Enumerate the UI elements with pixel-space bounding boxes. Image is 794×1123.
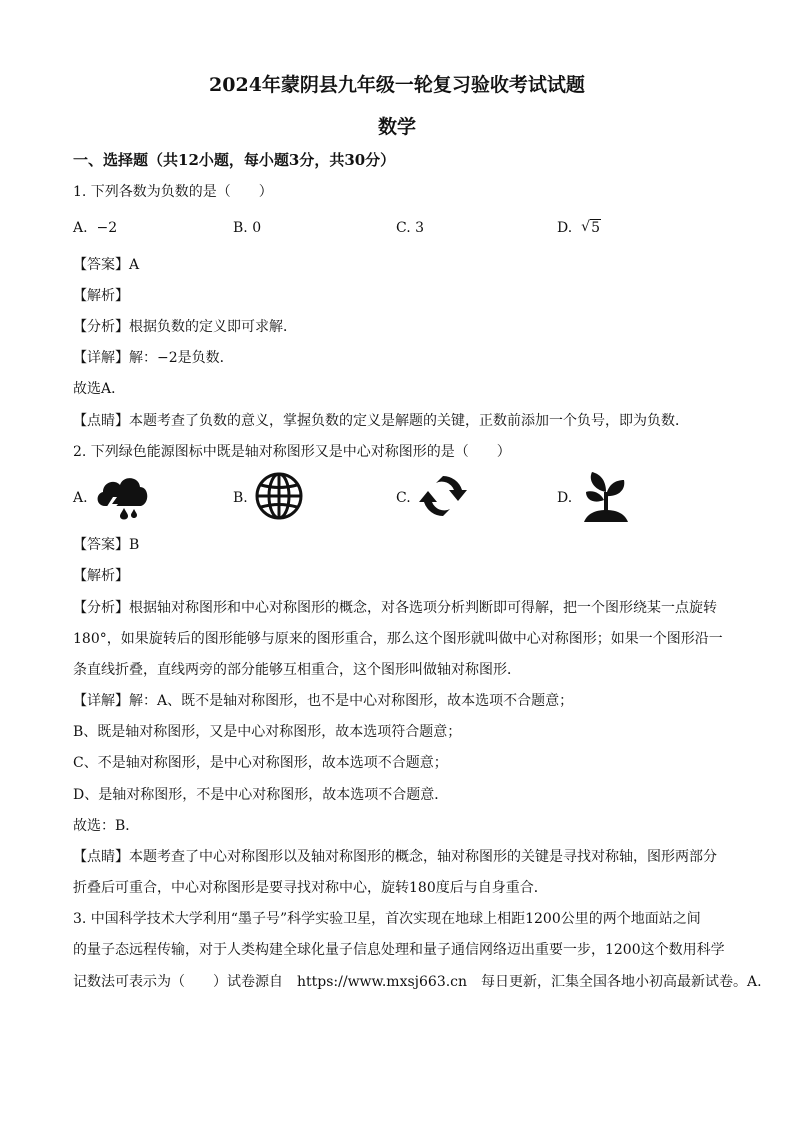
q2-option-d-label: D.	[557, 490, 573, 506]
globe-icon	[254, 471, 304, 521]
q2-comment-2: 折叠后可重合，中心对称图形是要寻找对称中心，旋转180度后与自身重合．	[73, 880, 548, 896]
recycle-arrows-icon	[416, 470, 470, 522]
q1-stem: 1. 下列各数为负数的是（ ）	[73, 184, 273, 200]
section-heading: 一、选择题（共12小题，每小题3分，共30分）	[73, 151, 396, 169]
q1-option-b: B. 0	[233, 220, 262, 236]
q1-option-d: D. √ 5	[557, 219, 601, 236]
q2-fenxi-1: 【分析】根据轴对称图形和中心对称图形的概念，对各选项分析判断即可得解，把一个图形绕某一点旋转	[73, 600, 717, 616]
q1-option-c: C. 3	[396, 220, 425, 236]
q1-analysis: 【解析】	[73, 288, 129, 304]
q1-option-a: A. −2	[73, 220, 118, 236]
q2-detail-4: D、是轴对称图形，不是中心对称图形，故本选项不合题意．	[73, 787, 449, 803]
q3-line-3: 记数法可表示为（ ）试卷源自 https://www.mxsj663.cn 每日更新，汇集全国各地小初高最新试卷。A.	[73, 974, 762, 990]
cloud-rain-icon	[93, 470, 151, 522]
q2-detail-1: 【详解】解：A、既不是轴对称图形，也不是中心对称图形，故本选项不合题意；	[73, 693, 574, 709]
q1-comment: 【点睛】本题考查了负数的意义，掌握负数的定义是解题的关键，正数前添加一个负号，即为负数．	[73, 413, 689, 429]
q2-option-c-label: C.	[396, 490, 411, 506]
q2-stem: 2. 下列绿色能源图标中既是轴对称图形又是中心对称图形的是（ ）	[73, 444, 511, 460]
q1-answer: 【答案】A	[73, 257, 140, 273]
exam-title: 2024年蒙阴县九年级一轮复习验收考试试题	[209, 74, 585, 96]
q2-fenxi-2: 180°，如果旋转后的图形能够与原来的图形重合，那么这个图形就叫做中心对称图形；如果一个图形沿一	[73, 631, 723, 647]
q1-choose: 故选A．	[73, 381, 126, 397]
q1-detail: 【详解】解：−2是负数．	[73, 350, 234, 366]
sprout-icon	[580, 470, 632, 524]
q2-detail-2: B、既是轴对称图形，又是中心对称图形，故本选项符合题意；	[73, 724, 462, 740]
sqrt-expression: √ 5	[581, 219, 601, 236]
q3-line-1: 3. 中国科学技术大学利用“墨子号”科学实验卫星，首次实现在地球上相距1200公里的两个地面站之间	[73, 911, 701, 927]
q2-analysis: 【解析】	[73, 568, 129, 584]
q2-comment-1: 【点睛】本题考查了中心对称图形以及轴对称图形的概念，轴对称图形的关键是寻找对称轴，图形两部分	[73, 849, 717, 865]
q2-detail-3: C、不是轴对称图形，是中心对称图形，故本选项不合题意；	[73, 755, 448, 771]
q3-line-2: 的量子态远程传输，对于人类构建全球化量子信息处理和量子通信网络迈出重要一步，1200这个数用科学	[73, 942, 725, 958]
q2-answer: 【答案】B	[73, 537, 140, 553]
q2-option-a-label: A.	[73, 490, 88, 506]
q1-fenxi: 【分析】根据负数的定义即可求解．	[73, 319, 297, 335]
q2-choose: 故选：B．	[73, 818, 140, 834]
subject-title: 数学	[377, 116, 416, 138]
q2-option-b-label: B.	[233, 490, 248, 506]
q2-fenxi-3: 条直线折叠，直线两旁的部分能够互相重合，这个图形叫做轴对称图形．	[73, 662, 521, 678]
